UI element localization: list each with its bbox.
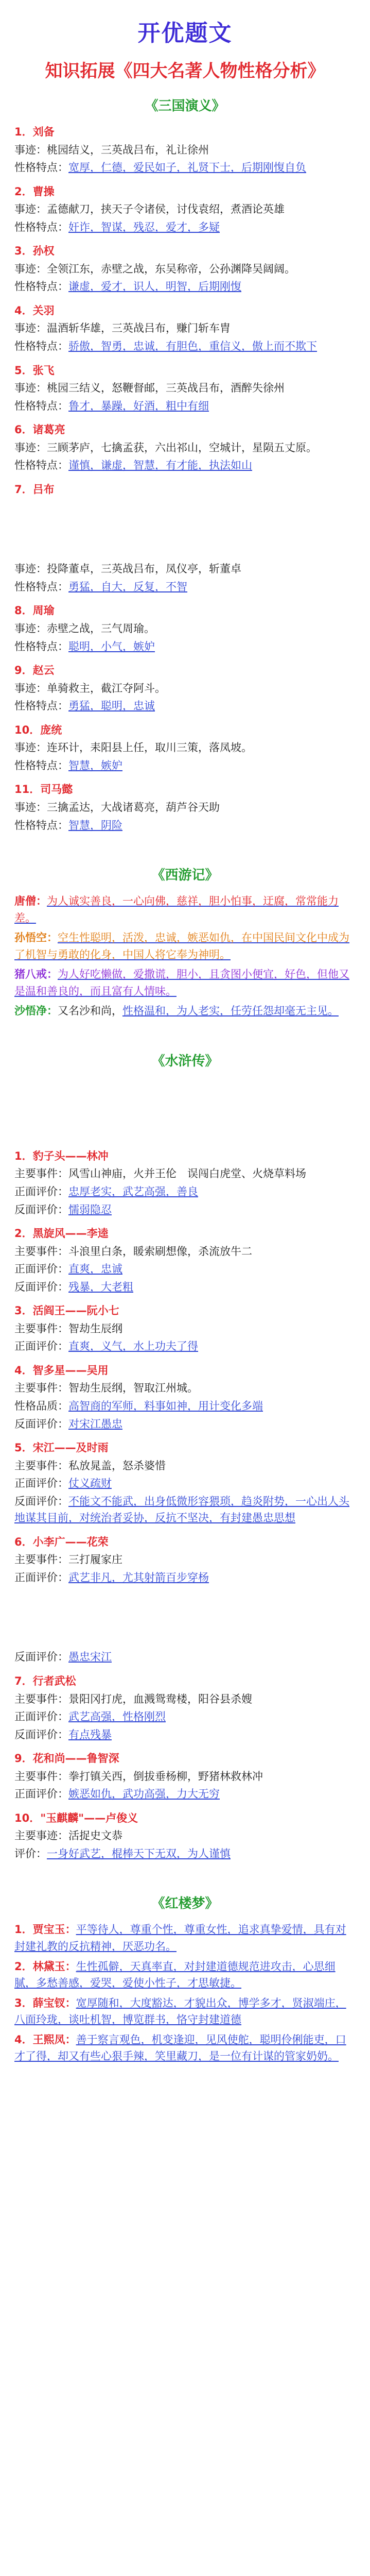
neg-text: 懦弱隐忍 <box>68 1203 112 1216</box>
char-name: 1．刘备 <box>14 126 55 138</box>
trait-label: 性格特点： <box>14 640 68 653</box>
char-name: 6．小李广——花荣 <box>14 1535 109 1548</box>
deeds-line <box>14 439 356 456</box>
char-name: 孙悟空： <box>14 931 58 944</box>
pos-line <box>14 1261 356 1278</box>
pos-label: 正面评价： <box>14 1477 68 1490</box>
deeds-label: 事迹： <box>14 741 47 754</box>
pos-text: 高智商的军师，料事如神，用计变化多端 <box>68 1399 263 1412</box>
pos-label: 正面评价： <box>14 1185 68 1198</box>
trait-line <box>14 457 356 474</box>
trait-line <box>14 219 356 236</box>
section-sanguo <box>0 124 370 834</box>
deeds-label: 主要事迹： <box>14 1829 68 1842</box>
neg-label: 反面评价： <box>14 1417 68 1430</box>
neg-text: 残暴，大老粗 <box>68 1280 133 1293</box>
char-text-highlight: 性格温和，为人老实，任劳任怨却毫无主见。 <box>122 1005 339 1018</box>
deeds-text: 温酒斩华雄，三英战吕布，赚门斩车胄 <box>47 322 231 335</box>
deeds-line <box>14 1458 356 1475</box>
char-name: 5．张飞 <box>14 364 55 377</box>
trait-text: 谨慎，谦虚，智慧，有才能，执法如山 <box>68 459 252 472</box>
deeds-label: 主要事件： <box>14 1382 68 1395</box>
section-shuihu <box>0 1148 370 1862</box>
trait-label: 性格特点： <box>14 221 68 233</box>
deeds-label: 事迹： <box>14 441 47 454</box>
char-name: 11．司马懿 <box>14 783 73 796</box>
char-desc <box>14 893 356 926</box>
pos-line <box>14 1398 356 1415</box>
deeds-text: 单骑救主，截江夺阿斗。 <box>47 682 166 694</box>
deeds-text: 桃园三结义，怒鞭督邮，三英战吕布，酒醉失徐州 <box>47 382 285 395</box>
char-desc <box>14 929 356 963</box>
trait-text: 谦虚，爱才，识人，明智，后期刚愎 <box>68 280 241 293</box>
neg-label: 反面评价： <box>14 1728 68 1741</box>
trait-text: 勇猛，聪明，忠诚 <box>68 700 155 713</box>
neg-line <box>14 1726 356 1743</box>
deeds-text: 私放晁盖，怒杀婆惜 <box>68 1459 166 1472</box>
pos-text: 武艺高强，性格刚烈 <box>68 1710 166 1723</box>
pos-label: 性格品质： <box>14 1399 68 1412</box>
deeds-line <box>14 142 356 159</box>
char-name: 2．黑旋风——李逵 <box>14 1227 109 1240</box>
neg-label: 反面评价： <box>14 1280 68 1293</box>
char-name: 沙悟净： <box>14 1005 58 1018</box>
deeds-line <box>14 261 356 278</box>
page <box>0 14 370 2576</box>
deeds-line <box>14 799 356 816</box>
neg-line <box>14 1201 356 1218</box>
neg-label: 反面评价： <box>14 1651 68 1664</box>
char-name: 猪八戒： <box>14 968 58 981</box>
pos-line <box>14 1475 356 1492</box>
deeds-label: 事迹： <box>14 143 47 156</box>
deeds-label: 事迹： <box>14 622 47 635</box>
neg-line <box>14 1493 356 1527</box>
char-text: 为人好吃懒做，爱撒谎，胆小，且贪图小便宜，好色，但他又是温和善良的，而且富有人情味。 <box>14 968 349 997</box>
char-text: 平等待人，尊重个性，尊重女性，追求真挚爱情，具有对封建礼教的反抗精神，厌恶功名。 <box>14 1923 346 1953</box>
char-name: 10．庞统 <box>14 723 62 736</box>
char-desc <box>14 1003 356 1020</box>
deeds-label: 事迹： <box>14 682 47 694</box>
neg-text: 对宋江愚忠 <box>68 1417 122 1430</box>
char-name: 5．宋江——及时雨 <box>14 1442 109 1454</box>
deeds-text: 三顾茅庐，七擒孟获，六出祁山，空城计，星陨五丈原。 <box>47 441 317 454</box>
section-xiyou <box>0 893 370 1020</box>
trait-text: 鲁才，暴躁，好酒，粗中有细 <box>68 399 209 412</box>
deeds-label: 事迹： <box>14 563 47 575</box>
deeds-text: 智劫生辰纲，智取江州城。 <box>68 1382 198 1395</box>
trait-line <box>14 159 356 176</box>
trait-label: 性格特点： <box>14 161 68 174</box>
section-title-sanguo: 《三国演义》 <box>145 98 225 114</box>
trait-label: 性格特点： <box>14 459 68 472</box>
deeds-label: 主要事件： <box>14 1245 68 1258</box>
trait-text: 聪明，小气，嫉妒 <box>68 640 155 653</box>
char-desc <box>14 1958 356 1992</box>
deeds-text: 投降董卓，三英战吕布，凤仪亭，斩董卓 <box>47 563 241 575</box>
deeds-line <box>14 1243 356 1260</box>
deeds-text: 智劫生辰纲 <box>68 1322 122 1335</box>
pos-line <box>14 1845 356 1862</box>
logo: 开优题文 <box>137 20 233 46</box>
char-name: 1．贾宝玉： <box>14 1923 76 1936</box>
char-name: 6．诸葛亮 <box>14 423 65 436</box>
trait-line <box>14 757 356 774</box>
deeds-text: 景阳冈打虎，血溅鸳鸯楼，阳谷县杀嫂 <box>68 1692 252 1705</box>
pos-text: 武艺非凡，尤其射箭百步穿杨 <box>68 1571 209 1584</box>
char-name: 7．吕布 <box>14 483 55 496</box>
trait-label: 性格特点： <box>14 700 68 713</box>
neg-line <box>14 1279 356 1296</box>
deeds-line <box>14 1320 356 1337</box>
pos-label: 正面评价： <box>14 1340 68 1353</box>
char-name: 8．周瑜 <box>14 604 55 617</box>
trait-text: 智慧，阴险 <box>68 819 122 832</box>
char-name: 9．花和尚——鲁智深 <box>14 1752 119 1765</box>
neg-label: 反面评价： <box>14 1495 68 1507</box>
char-text: 善于察言观色，机变逢迎，见风使舵，聪明伶俐能吏，口才了得，却又有些心狠手辣，笑里藏刀，是一位有计谋的管家奶奶。 <box>14 2033 346 2063</box>
neg-line <box>14 1649 356 1666</box>
deeds-label: 事迹： <box>14 203 47 216</box>
deeds-text: 桃园结义，三英战吕布，礼让徐州 <box>47 143 209 156</box>
section-title-shuihu: 《水浒传》 <box>151 1053 219 1069</box>
trait-text: 宽厚，仁德，爱民如子，礼贤下士，后期刚愎自负 <box>68 161 306 174</box>
deeds-line <box>14 561 356 578</box>
pos-text: 直爽，义气，水上功夫了得 <box>68 1340 198 1353</box>
trait-label: 性格特点： <box>14 340 68 353</box>
pos-line <box>14 1786 356 1803</box>
deeds-label: 主要事件： <box>14 1167 68 1180</box>
pos-text: 直爽，忠诚 <box>68 1263 122 1276</box>
trait-label: 性格特点： <box>14 399 68 412</box>
deeds-line <box>14 620 356 637</box>
char-name: 3．活阎王——阮小七 <box>14 1304 119 1317</box>
char-name: 3．孙权 <box>14 245 55 258</box>
char-name: 7．行者武松 <box>14 1675 76 1687</box>
deeds-line <box>14 1551 356 1568</box>
deeds-label: 事迹： <box>14 322 47 335</box>
deeds-label: 主要事件： <box>14 1692 68 1705</box>
char-text: 生性孤僻，天真率直，对封建道德规范进攻击，心思细腻，多愁善感，爱哭，爱使小性子，才思敏捷。 <box>14 1960 336 1990</box>
char-name: 10．"玉麒麟"——卢俊义 <box>14 1811 138 1824</box>
pos-label: 正面评价： <box>14 1710 68 1723</box>
neg-text: 不能文不能武，出身低微形容猥琐，趋炎附势，一心出人头地谋其目前，对统治者妥协，反抗不坚决，有封建愚忠思想 <box>14 1495 349 1524</box>
page-title: 知识拓展《四大名著人物性格分析》 <box>45 61 325 81</box>
deeds-line <box>14 1691 356 1708</box>
deeds-text: 全领江东，赤壁之战，东吴称帝，公孙渊降吴阔阔。 <box>47 262 295 275</box>
char-text: 为人诚实善良，一心向佛，慈祥，胆小怕事，迂腐，常常能力差。 <box>14 895 339 924</box>
deeds-line <box>14 320 356 337</box>
neg-label: 反面评价： <box>14 1203 68 1216</box>
trait-line <box>14 698 356 715</box>
deeds-label: 主要事件： <box>14 1553 68 1566</box>
deeds-label: 事迹： <box>14 382 47 395</box>
trait-line <box>14 338 356 355</box>
char-text: 空生性聪明，活泼，忠诚，嫉恶如仇，在中国民间文化中成为了机智与勇敢的化身，中国人将它奉为神明。 <box>14 931 349 961</box>
char-desc <box>14 1921 356 1955</box>
pos-label: 正面评价： <box>14 1263 68 1276</box>
trait-line <box>14 398 356 415</box>
deeds-line <box>14 680 356 697</box>
deeds-text: 风雪山神庙，火并王伦 误闯白虎堂、火烧草料场 <box>68 1167 306 1180</box>
deeds-text: 连环计，耒阳县上任，取川三策，落凤坡。 <box>47 741 252 754</box>
deeds-line <box>14 1165 356 1182</box>
deeds-text: 三擒孟达，大战诸葛亮，葫芦谷天助 <box>47 801 220 814</box>
pos-text: 一身好武艺，棍棒天下无双，为人谨慎 <box>47 1847 231 1860</box>
char-desc <box>14 2031 356 2065</box>
deeds-text: 孟德献刀，挟天子令诸侯，讨伐袁绍，煮酒论英雄 <box>47 203 285 216</box>
pos-line <box>14 1708 356 1725</box>
trait-line <box>14 817 356 834</box>
trait-text: 智慧，嫉妒 <box>68 759 122 772</box>
neg-text: 愚忠宋江 <box>68 1651 112 1664</box>
trait-label: 性格特点： <box>14 759 68 772</box>
trait-line <box>14 579 356 596</box>
char-name: 1．豹子头——林冲 <box>14 1149 109 1162</box>
char-name: 4．智多星——吴用 <box>14 1364 109 1377</box>
char-name: 2．曹操 <box>14 185 55 198</box>
deeds-text: 三打履家庄 <box>68 1553 122 1566</box>
deeds-text: 斗浪里白条，䁔索刷想像，杀流放牛二 <box>68 1245 252 1258</box>
deeds-line <box>14 1827 356 1844</box>
deeds-text: 赤壁之战，三气周瑜。 <box>47 622 155 635</box>
deeds-label: 事迹： <box>14 801 47 814</box>
deeds-line <box>14 1380 356 1397</box>
deeds-text: 拳打镇关西，倒拔垂杨柳，野猪林救林冲 <box>68 1770 263 1783</box>
char-name: 唐僧： <box>14 895 47 908</box>
trait-label: 性格特点： <box>14 819 68 832</box>
pos-text: 忠厚老实，武艺高强，善良 <box>68 1185 198 1198</box>
char-name: 2．林黛玉： <box>14 1960 76 1973</box>
deeds-label: 主要事件： <box>14 1322 68 1335</box>
neg-line <box>14 1416 356 1433</box>
section-title-honglou: 《红楼梦》 <box>151 1896 219 1912</box>
char-desc <box>14 966 356 999</box>
trait-text: 勇猛，自大，反复，不智 <box>68 580 187 593</box>
pos-text: 嫉恶如仇，武功高强，力大无穷 <box>68 1788 220 1801</box>
deeds-line <box>14 380 356 397</box>
neg-text: 有点残暴 <box>68 1728 112 1741</box>
deeds-label: 事迹： <box>14 262 47 275</box>
char-name: 3．薛宝钗： <box>14 1996 76 2009</box>
trait-text: 奸诈，智谋，残忍，爱才，多疑 <box>68 221 220 233</box>
trait-text: 骄傲，智勇，忠诚，有胆色，重信义，傲上而不欺下 <box>68 340 317 353</box>
deeds-line <box>14 739 356 756</box>
char-text: 宽厚随和，大度豁达，才貌出众，博学多才，贤淑端庄，八面玲珑，谈吐机智，博览群书，恪守封建道德 <box>14 1996 346 2026</box>
trait-label: 性格特点： <box>14 580 68 593</box>
deeds-line <box>14 201 356 218</box>
pos-line <box>14 1338 356 1355</box>
trait-label: 性格特点： <box>14 280 68 293</box>
char-desc <box>14 1995 356 2028</box>
deeds-text: 活捉史文恭 <box>68 1829 122 1842</box>
pos-label: 正面评价： <box>14 1788 68 1801</box>
char-name: 9．赵云 <box>14 664 55 677</box>
deeds-line <box>14 1768 356 1785</box>
char-text: 又名沙和尚， <box>58 1005 122 1018</box>
section-honglou <box>0 1921 370 2064</box>
pos-label: 正面评价： <box>14 1571 68 1584</box>
section-title-xiyou: 《西游记》 <box>151 868 219 884</box>
char-name: 4．王熙凤： <box>14 2033 76 2046</box>
pos-line <box>14 1569 356 1586</box>
pos-text: 仗义疏财 <box>68 1477 112 1490</box>
char-name: 4．关羽 <box>14 304 55 317</box>
pos-line <box>14 1183 356 1200</box>
trait-line <box>14 638 356 655</box>
deeds-label: 主要事件： <box>14 1459 68 1472</box>
pos-label: 评价： <box>14 1847 47 1860</box>
trait-line <box>14 278 356 295</box>
deeds-label: 主要事件： <box>14 1770 68 1783</box>
